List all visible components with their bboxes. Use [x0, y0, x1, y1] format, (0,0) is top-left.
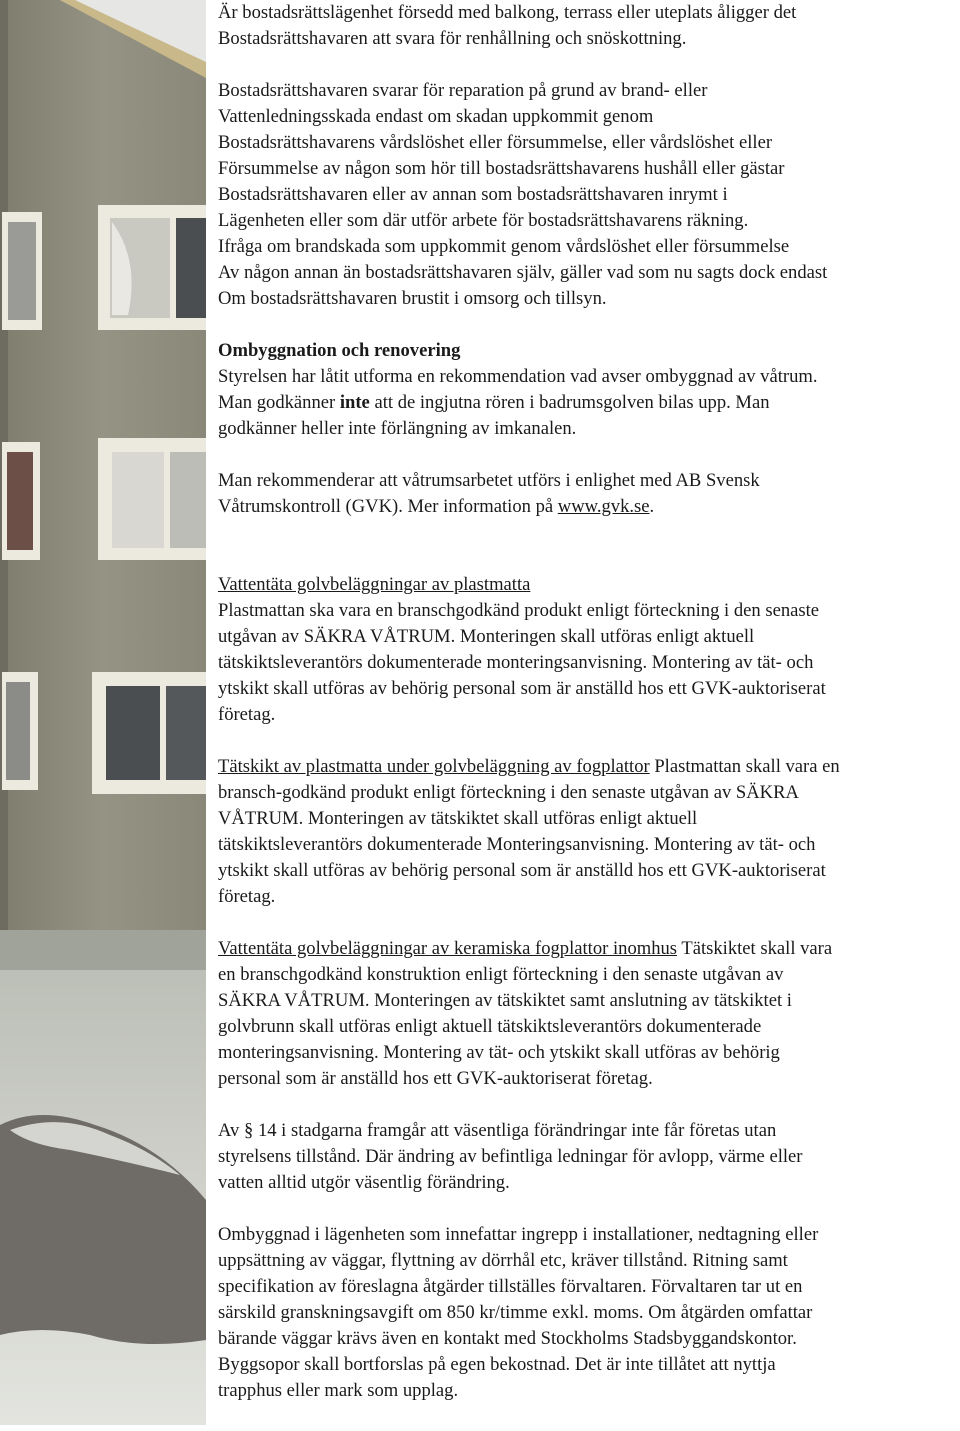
- emphasis-inte: inte: [339, 392, 370, 413]
- window-left-3: [2, 672, 38, 790]
- document-text: [218, 0, 960, 1404]
- section-plastmatta: Vattentäta golvbeläggningar av plastmatta Plastmattan ska vara en branschgodkänd produkt enligt förteckning i den senaste utgåvan av SÄKRA VÅTRUM. Monteringen skall utföras enligt aktuell tätskiktsleverantörs dokumenterade monteringsanvisning. Montering av tät- och ytskikt skall utföras av behörig personal som är anställd hos ett GVK-auktoriserat företag.: [218, 574, 826, 725]
- renovation-heading: Ombyggnation och renovering: [218, 340, 461, 361]
- gvk-link[interactable]: www.gvk.se: [557, 496, 650, 517]
- window-right-1: [98, 205, 206, 330]
- balcony-paragraph: Är bostadsrättslägenhet försedd med balkong, terrass eller uteplats åligger det Bostadsrättshavaren att svara för renhållning och snöskottning.: [218, 2, 797, 49]
- window-left-1: [2, 212, 42, 330]
- renovation-paragraph: Styrelsen har låtit utforma en rekommendation vad avser ombyggnad av våtrum. Man godkänner inte att de ingjutna rören i badrumsgolven bilas upp. Man godkänner heller inte förlängning av imkanalen.: [218, 366, 818, 439]
- section-keramiska: Vattentäta golvbeläggningar av keramiska fogplattor inomhus Tätskiktet skall vara en branschgodkänd konstruktion enligt förteckning i den senaste utgåvan av SÄKRA VÅTRUM. Monteringen av tätskiktet samt anslutning av tätskiktet i golvbrunn skall utföras enligt aktuell tätskiktsleverantörs dokumenterade monteringsanvisning. Montering av tät- och ytskikt skall utföras av behörig personal som är anställd hos ett GVK-auktoriserat företag.: [218, 938, 833, 1089]
- window-right-3: [92, 672, 206, 794]
- section-title: Vattentäta golvbeläggningar av keramiska fogplattor inomhus: [218, 938, 678, 959]
- building-photo: [0, 0, 206, 1425]
- window-left-2: [2, 442, 40, 560]
- ombyggnad-paragraph: Ombyggnad i lägenheten som innefattar ingrepp i installationer, nedtagning eller uppsättning av väggar, flyttning av dörrhål etc, kräver tillstånd. Ritning samt specifikation av föreslagna åtgärder tillställes förvaltaren. Förvaltaren tar ut en särskild granskningsavgift om 850 kr/timme exkl. moms. Om åtgärden omfattar bärande väggar krävs även en kontakt med Stockholms Stadsbyggandskontor. Byggsopor skall bortforslas på egen bekostnad. Det är inte tillåtet att nyttja trapphus eller mark som upplag.: [218, 1224, 819, 1401]
- gvk-paragraph: Man rekommenderar att våtrumsarbetet utförs i enlighet med AB Svensk Våtrumskontroll (GVK). Mer information på www.gvk.se.: [218, 470, 760, 517]
- section-tatskikt: Tätskikt av plastmatta under golvbeläggning av fogplattor Plastmattan skall vara en bransch-godkänd produkt enligt förteckning i den senaste utgåvan av SÄKRA VÅTRUM. Monteringen av tätskiktet skall utföras enligt aktuell tätskiktsleverantörs dokumenterade Monteringsanvisning. Montering av tät- och ytskikt skall utföras av behörig personal som är anställd hos ett GVK-auktoriserat företag.: [218, 756, 840, 907]
- stadgar-paragraph: Av § 14 i stadgarna framgår att väsentliga förändringar inte får företas utan styrelsens tillstånd. Där ändring av befintliga ledningar för avlopp, värme eller vatten alltid utgör väsentlig förändring.: [218, 1120, 803, 1193]
- section-title: Tätskikt av plastmatta under golvbeläggning av fogplattor: [218, 756, 650, 777]
- building-facade-image: [0, 0, 206, 1425]
- grass-strip: [0, 930, 206, 970]
- window-right-2: [98, 438, 206, 560]
- repair-paragraph: Bostadsrättshavaren svarar för reparation på grund av brand- eller Vattenledningsskada endast om skadan uppkommit genom Bostadsrättshavarens vårdslöshet eller försummelse, eller vårdslöshet eller Försummelse av någon som hör till bostadsrättshavarens hushåll eller gästar Bostadsrättshavaren eller av annan som bostadsrättshavaren inrymt i Lägenheten eller som där utför arbete för bostadsrättshavarens räkning. Ifråga om brandskada som uppkommit genom vårdslöshet eller försummelse Av någon annan än bostadsrättshavaren själv, gäller vad som nu sagts dock endast Om bostadsrättshavaren brustit i omsorg och tillsyn.: [218, 80, 828, 309]
- section-title: Vattentäta golvbeläggningar av plastmatta: [218, 574, 531, 595]
